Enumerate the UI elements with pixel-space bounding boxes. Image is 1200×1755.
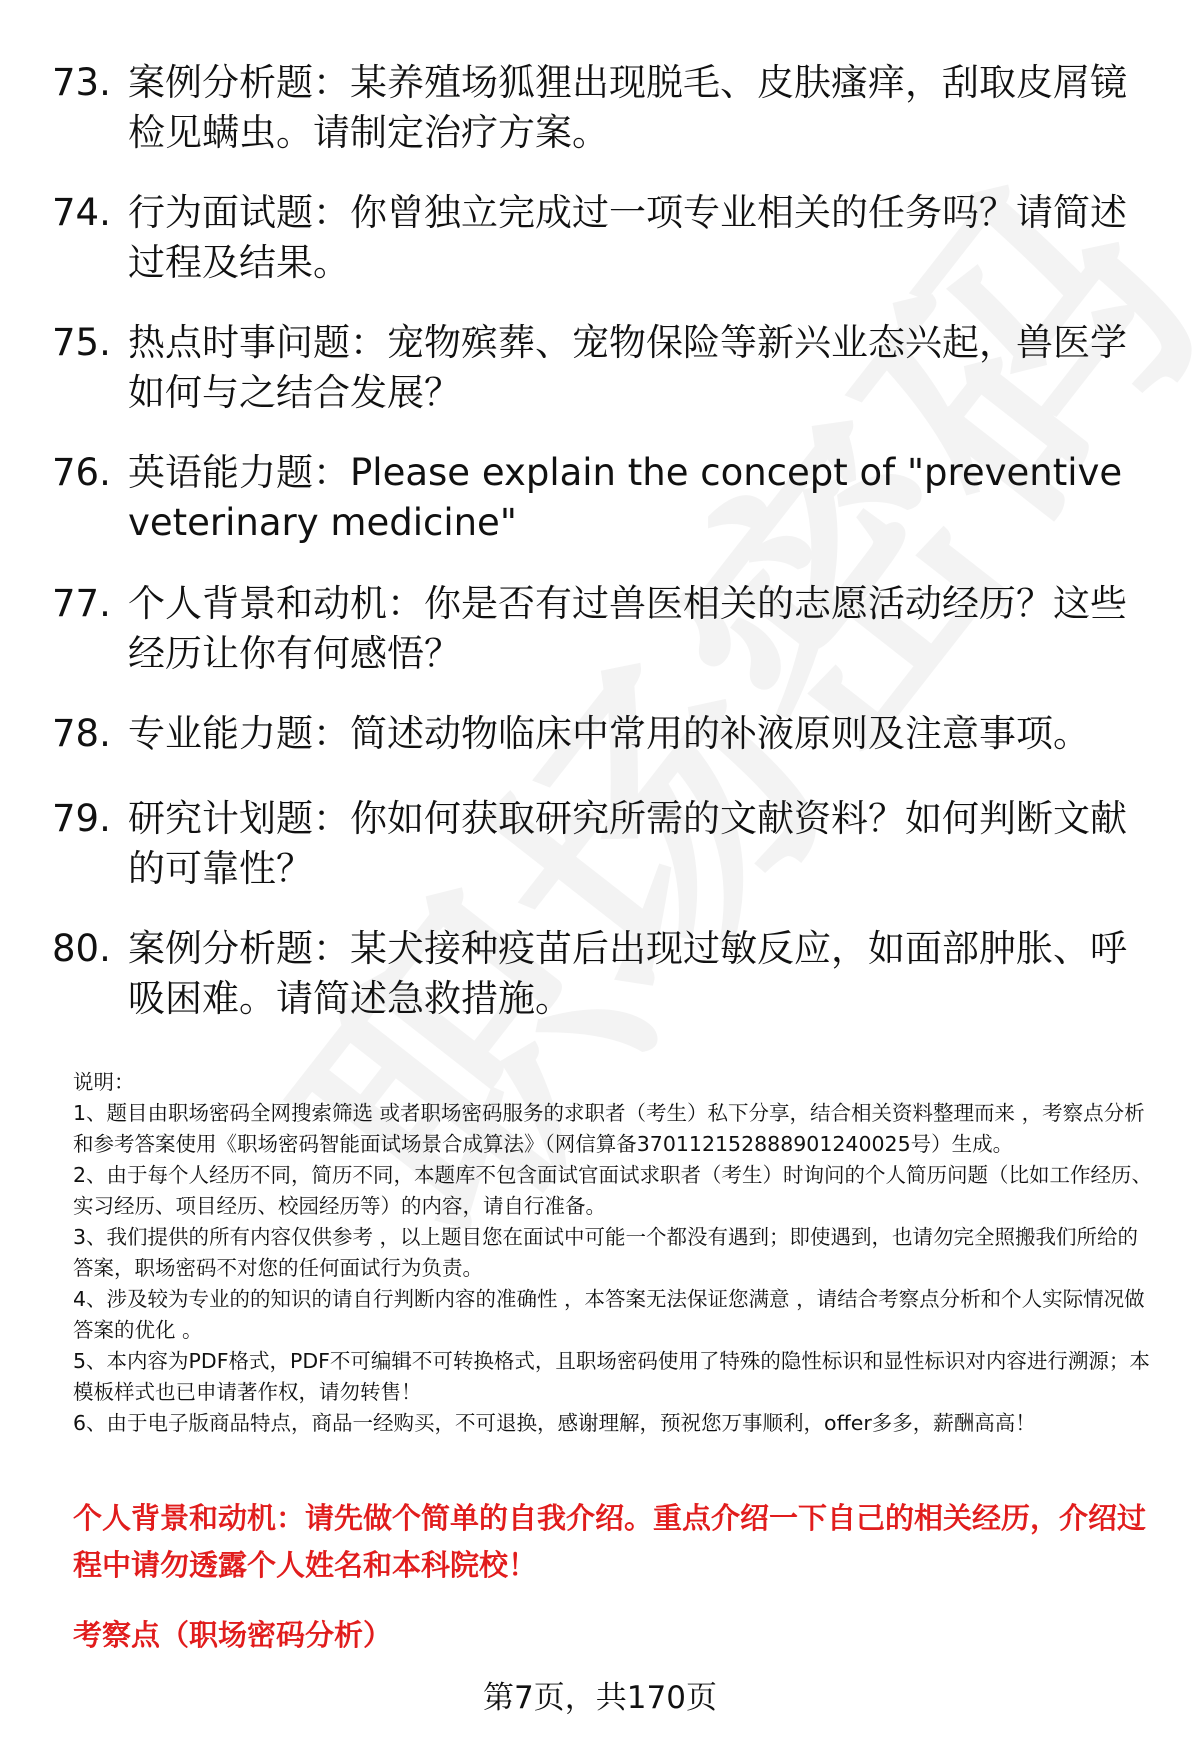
question-item xyxy=(52,709,1152,794)
question-text: 个人背景和动机：你是否有过兽医相关的志愿活动经历？这些经历让你有何感悟？ xyxy=(128,582,1127,675)
question-text: 案例分析题：某犬接种疫苗后出现过敏反应，如面部肿胀、呼吸困难。请简述急救措施。 xyxy=(128,927,1127,1020)
notes-title: 说明： xyxy=(73,1070,135,1094)
question-item xyxy=(52,58,1152,188)
question-item xyxy=(52,794,1152,924)
question-number: 77. xyxy=(52,582,111,625)
page-number: 第7页，共170页 xyxy=(483,1680,717,1716)
question-item xyxy=(52,924,1152,1034)
highlight-question: 个人背景和动机：请先做个简单的自我介绍。重点介绍一下自己的相关经历，介绍过程中请勿透露个人姓名和本科院校！ xyxy=(73,1501,1147,1582)
note-item: 4、涉及较为专业的的知识的请自行判断内容的准确性 ，本答案无法保证您满意 ，请结合考察点分析和个人实际情况做答案的优化 。 xyxy=(73,1287,1145,1342)
note-item: 3、我们提供的所有内容仅供参考 ，以上题目您在面试中可能一个都没有遇到；即使遇到，也请勿完全照搬我们所给的答案，职场密码不对您的任何面试行为负责。 xyxy=(73,1225,1139,1280)
question-text: 热点时事问题：宠物殡葬、宠物保险等新兴业态兴起，兽医学如何与之结合发展？ xyxy=(128,321,1127,414)
question-number: 73. xyxy=(52,61,111,104)
question-text: 案例分析题：某养殖场狐狸出现脱毛、皮肤瘙痒，刮取皮屑镜检见螨虫。请制定治疗方案。 xyxy=(128,61,1127,154)
question-text: 英语能力题：Please explain the concept of "preventive veterinary medicine" xyxy=(128,451,1123,544)
note-item: 5、本内容为PDF格式，PDF不可编辑不可转换格式，且职场密码使用了特殊的隐性标识和显性标识对内容进行溯源；本模板样式也已申请著作权，请勿转售！ xyxy=(73,1349,1150,1404)
question-number: 78. xyxy=(52,712,111,755)
question-number: 76. xyxy=(52,451,111,494)
question-item xyxy=(52,448,1152,579)
question-item xyxy=(52,318,1152,448)
question-item xyxy=(52,188,1152,318)
note-item: 1、题目由职场密码全网搜索筛选 或者职场密码服务的求职者（考生）私下分享，结合相关资料整理而来 ，考察点分析和参考答案使用《职场密码智能面试场景合成算法》（网信算备370112152888901240025号）生成。 xyxy=(73,1101,1145,1156)
question-text: 行为面试题：你曾独立完成过一项专业相关的任务吗？请简述过程及结果。 xyxy=(128,191,1127,284)
question-item xyxy=(52,579,1152,709)
notes-section xyxy=(73,1067,1153,1439)
question-text: 专业能力题：简述动物临床中常用的补液原则及注意事项。 xyxy=(128,712,1090,755)
question-list xyxy=(52,58,1152,1034)
question-number: 80. xyxy=(52,927,111,970)
question-number: 79. xyxy=(52,797,111,840)
note-item: 2、由于每个人经历不同，简历不同，本题库不包含面试官面试求职者（考生）时询问的个人简历问题（比如工作经历、实习经历、项目经历、校园经历等）的内容，请自行准备。 xyxy=(73,1163,1153,1218)
question-number: 74. xyxy=(52,191,111,234)
analysis-heading: 考察点（职场密码分析） xyxy=(73,1618,393,1652)
question-number: 75. xyxy=(52,321,111,364)
question-text: 研究计划题：你如何获取研究所需的文献资料？如何判断文献的可靠性？ xyxy=(128,797,1127,890)
note-item: 6、由于电子版商品特点，商品一经购买，不可退换，感谢理解，预祝您万事顺利，offer多多，薪酬高高！ xyxy=(73,1411,1036,1435)
